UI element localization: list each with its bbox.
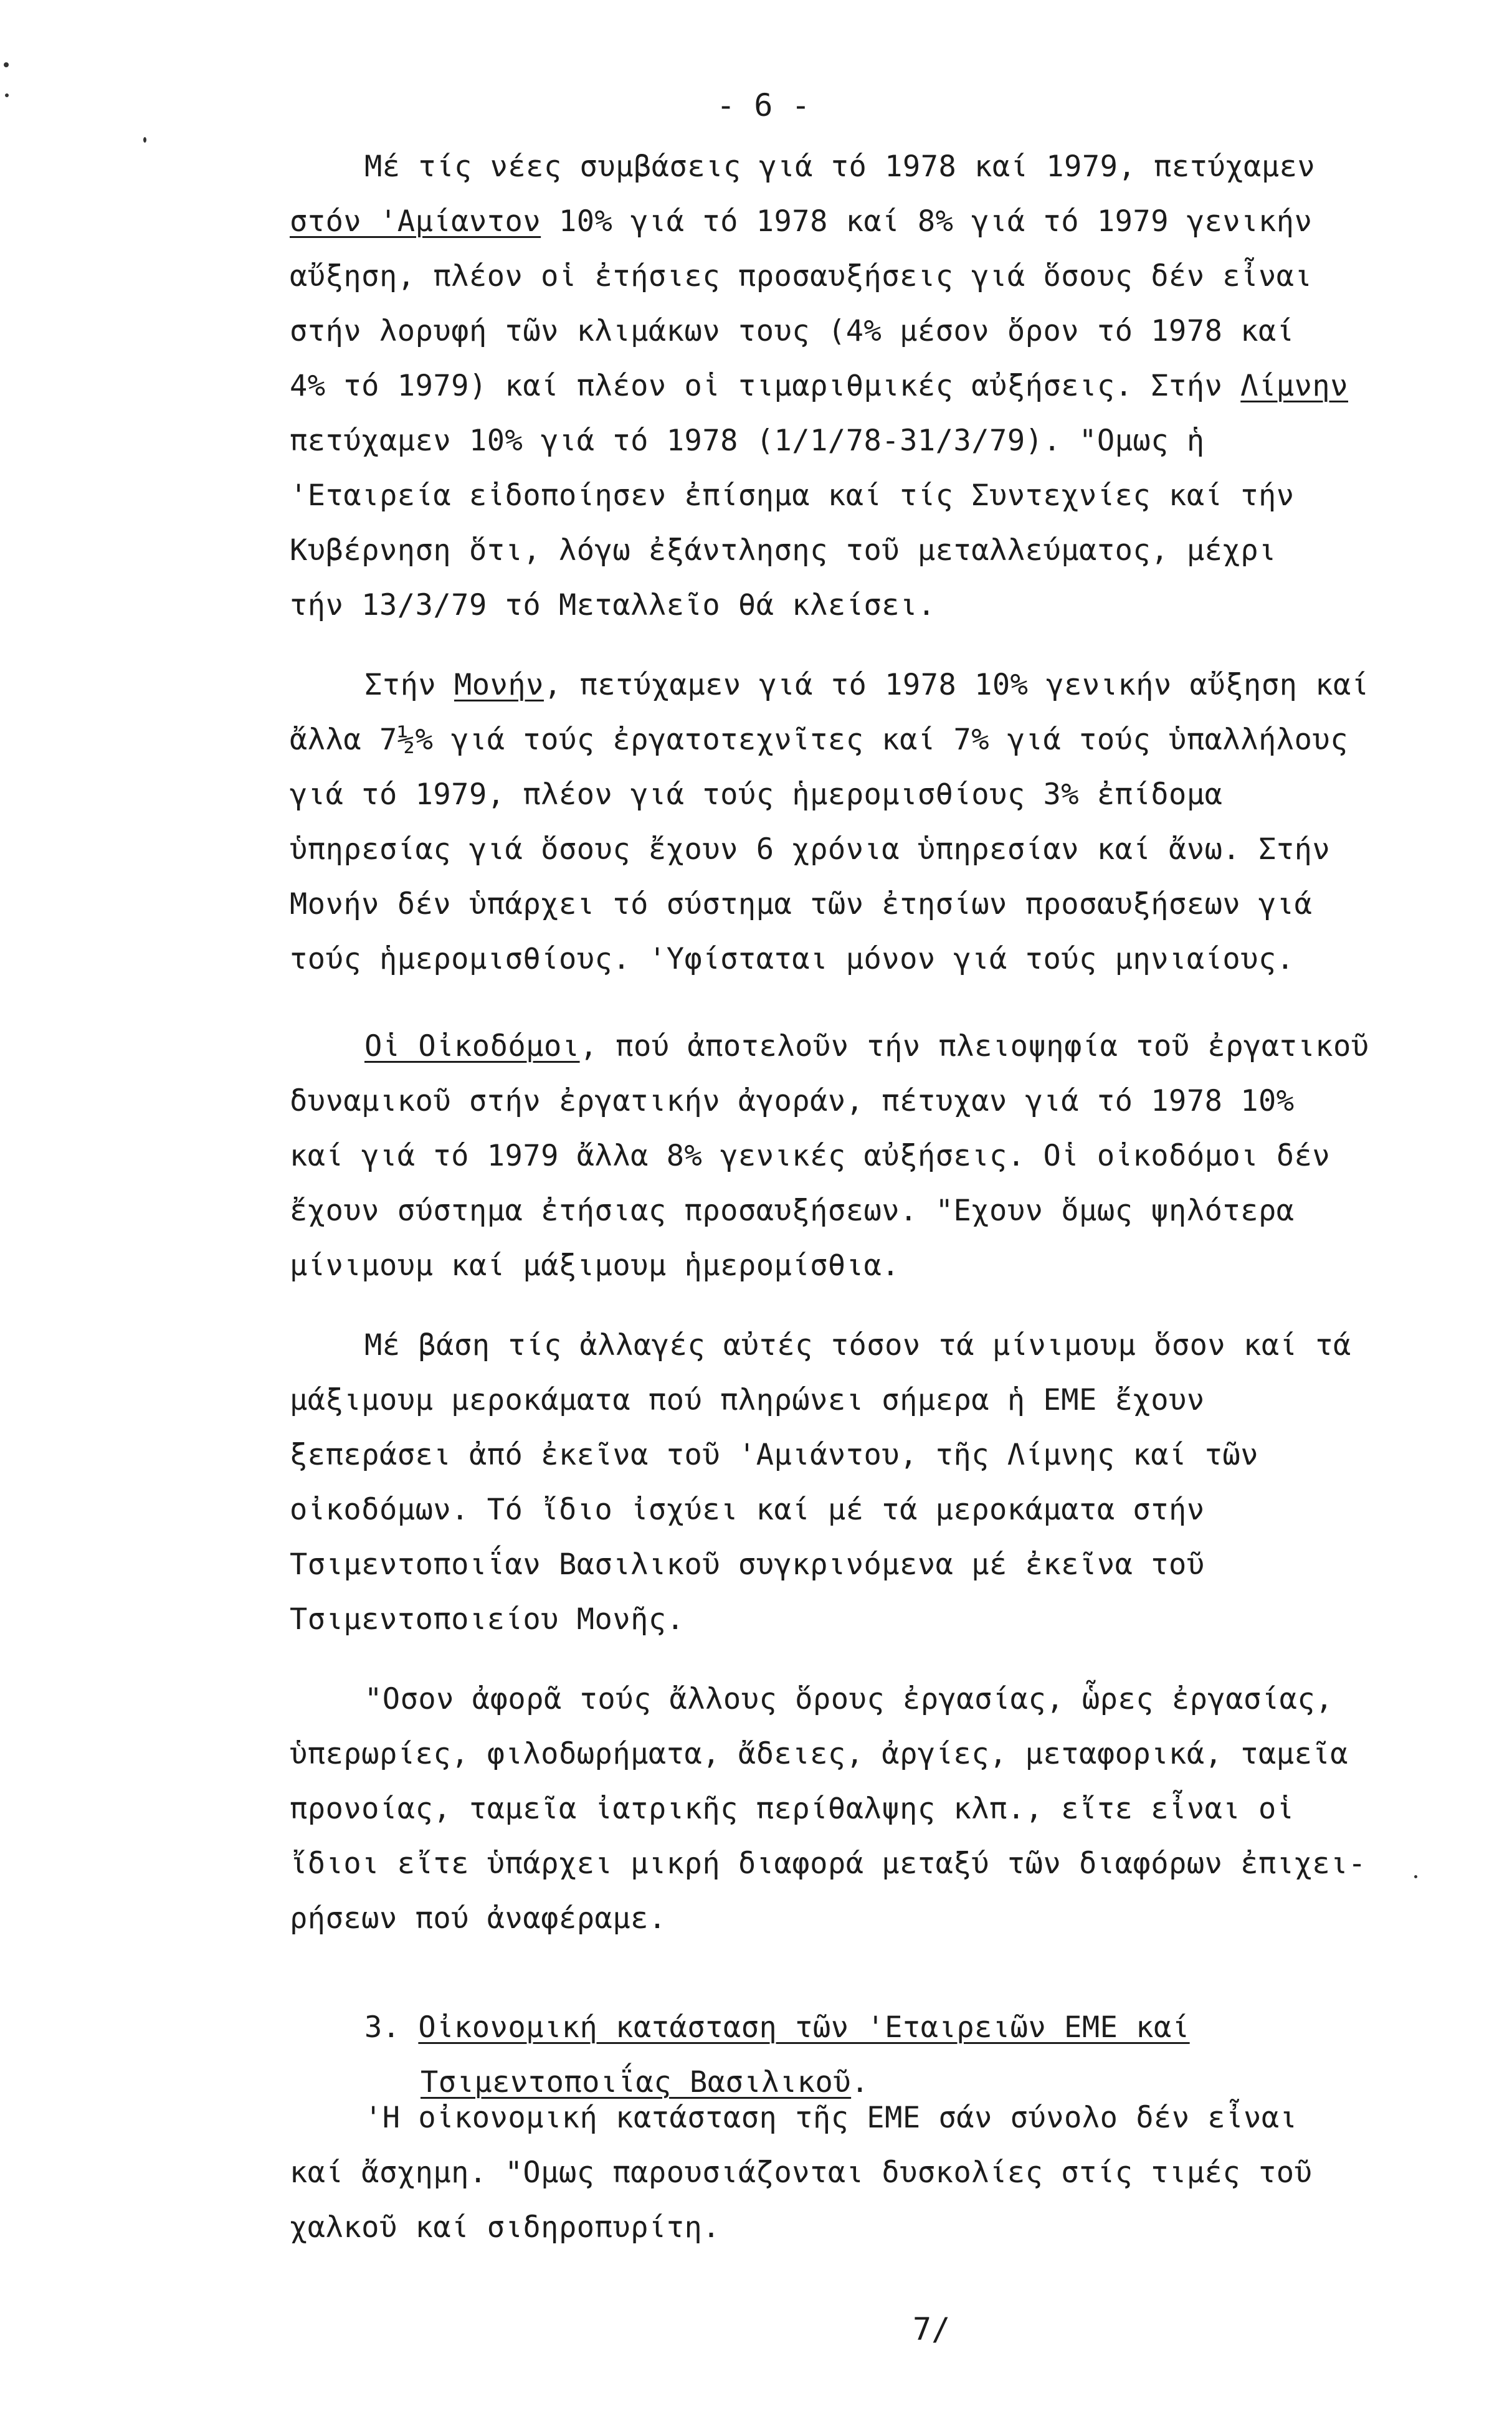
text-line: [364, 2099, 1297, 2137]
text-line: [290, 886, 1312, 923]
text-line: [364, 667, 1369, 704]
line-text: Στήν: [364, 668, 454, 702]
line-text: 10% γιά τό 1978 καί 8% γιά τό 1979 γενικήν: [541, 204, 1313, 239]
line-text: δυναμικοῦ στήν ἐργατικήν ἀγοράν, πέτυχαν γιά τό 1978 10%: [290, 1084, 1295, 1118]
line-text: Μέ τίς νέες συμβάσεις γιά τό 1978 καί 1979, πετύχαμεν: [364, 150, 1316, 184]
text-line: [364, 148, 1315, 186]
text-line: [290, 1437, 1258, 1474]
text-line: [364, 1028, 1369, 1065]
text-line: [290, 1192, 1295, 1230]
line-text: χαλκοῦ καί σιδηροπυρίτη.: [290, 2210, 721, 2245]
underlined-text: στόν 'Αμίαντον: [290, 204, 541, 239]
scan-speck: [1414, 1875, 1417, 1878]
text-line: [290, 422, 1205, 460]
text-line: [290, 258, 1312, 295]
text-line: [290, 2209, 720, 2246]
line-text: , πού ἀποτελοῦν τήν πλειοψηφία τοῦ ἐργατικοῦ: [579, 1029, 1369, 1063]
text-line: [421, 2064, 869, 2101]
line-text: Μέ βάση τίς ἀλλαγές αὐτές τόσον τά μίνιμουμ ὅσον καί τά: [364, 1328, 1351, 1362]
underlined-text: Τσιμεντοποιΐας Βασιλικοῦ: [421, 2065, 852, 2099]
line-text: καί γιά τό 1979 ἄλλα 8% γενικές αὐξήσεις. Οἱ οἰκοδόμοι δέν: [290, 1139, 1331, 1173]
line-text: πετύχαμεν 10% γιά τό 1978 (1/1/78-31/3/79). "Ομως ἡ: [290, 424, 1205, 458]
line-text: Τσιμεντοποιείου Μονῆς.: [290, 1602, 685, 1637]
text-line: [290, 831, 1330, 868]
line-text: ρήσεων πού ἀναφέραμε.: [290, 1901, 667, 1936]
line-text: ἔχουν σύστημα ἐτήσιας προσαυξήσεων. "Εχουν ὅμως ψηλότερα: [290, 1194, 1295, 1228]
text-line: [290, 1247, 900, 1285]
scan-speck: [5, 93, 9, 97]
text-line: [364, 1327, 1351, 1364]
text-line: [290, 1790, 1295, 1828]
line-text: μάξιμουμ μεροκάματα πού πληρώνει σήμερα ἡ ΕΜΕ ἔχουν: [290, 1383, 1205, 1417]
text-line: [290, 2154, 1312, 2192]
line-text: ἄλλα 7½% γιά τούς ἐργατοτεχνῖτες καί 7% γιά τούς ὑπαλλήλους: [290, 723, 1348, 757]
text-line: [290, 313, 1295, 350]
text-line: [290, 587, 936, 624]
line-text: .: [851, 2065, 869, 2099]
text-line: [364, 2009, 1190, 2046]
text-line: [364, 1681, 1333, 1718]
line-text: τήν 13/3/79 τό Μεταλλεῖο θά κλείσει.: [290, 588, 936, 622]
text-line: [290, 1546, 1205, 1584]
text-line: [290, 1601, 685, 1638]
line-text: 4% τό 1979) καί πλέον οἱ τιμαριθμικές αὐξήσεις. Στήν: [290, 369, 1241, 403]
scan-speck: [143, 137, 146, 143]
scan-speck: [4, 62, 9, 67]
line-text: Μονήν δέν ὑπάρχει τό σύστημα τῶν ἐτησίων προσαυξήσεων γιά: [290, 887, 1313, 921]
line-text: καί ἄσχημη. "Ομως παρουσιάζονται δυσκολίες στίς τιμές τοῦ: [290, 2155, 1313, 2190]
underlined-text: Μονήν: [454, 668, 544, 702]
line-text: μίνιμουμ καί μάξιμουμ ἡμερομίσθια.: [290, 1248, 900, 1283]
line-text: ξεπεράσει ἀπό ἐκεῖνα τοῦ 'Αμιάντου, τῆς Λίμνης καί τῶν: [290, 1438, 1259, 1472]
line-text: Τσιμεντοποιΐαν Βασιλικοῦ συγκρινόμενα μέ ἐκεῖνα τοῦ: [290, 1547, 1205, 1582]
line-text: Κυβέρνηση ὅτι, λόγω ἐξάντλησης τοῦ μεταλλεύματος, μέχρι: [290, 533, 1277, 568]
line-text: ὑπερωρίες, φιλοδωρήματα, ἄδειες, ἀργίες, μεταφορικά, ταμεῖα: [290, 1737, 1348, 1771]
line-text: 'Εταιρεία εἰδοποίησεν ἐπίσημα καί τίς Συντεχνίες καί τήν: [290, 478, 1295, 513]
line-text: τούς ἡμερομισθίους. 'Υφίσταται μόνον γιά τούς μηνιαίους.: [290, 942, 1295, 976]
page-number: - 6 -: [716, 87, 811, 123]
text-line: [290, 721, 1348, 759]
line-text: οἰκοδόμων. Τό ἴδιο ἰσχύει καί μέ τά μεροκάματα στήν: [290, 1493, 1205, 1527]
line-text: στήν λορυφή τῶν κλιμάκων τους (4% μέσον ὅρον τό 1978 καί: [290, 314, 1295, 348]
line-text: 'Η οἰκονομική κατάσταση τῆς ΕΜΕ σάν σύνολο δέν εἶναι: [364, 2101, 1298, 2135]
underlined-text: Οἱ Οἰκοδόμοι: [364, 1029, 580, 1063]
text-line: [290, 477, 1295, 515]
text-line: [290, 1736, 1348, 1773]
continuation-mark: 7/: [913, 2311, 951, 2347]
text-line: [290, 368, 1348, 405]
line-text: 3.: [364, 2010, 419, 2045]
text-line: [290, 1900, 667, 1937]
line-text: , πετύχαμεν γιά τό 1978 10% γενικήν αὔξηση καί: [543, 668, 1369, 702]
line-text: προνοίας, ταμεῖα ἰατρικῆς περίθαλψης κλπ., εἴτε εἶναι οἱ: [290, 1792, 1295, 1826]
text-line: [290, 203, 1312, 240]
text-line: [290, 941, 1295, 978]
line-text: γιά τό 1979, πλέον γιά τούς ἡμερομισθίους 3% ἐπίδομα: [290, 777, 1223, 812]
text-line: [290, 1491, 1205, 1529]
text-line: [290, 1138, 1330, 1175]
text-line: [290, 1083, 1295, 1120]
underlined-text: Οἰκονομική κατάσταση τῶν 'Εταιρειῶν ΕΜΕ καί: [418, 2010, 1190, 2045]
underlined-text: Λίμνην: [1240, 369, 1348, 403]
line-text: ὑπηρεσίας γιά ὅσους ἔχουν 6 χρόνια ὑπηρεσίαν καί ἄνω. Στήν: [290, 832, 1331, 867]
text-line: [290, 532, 1277, 569]
line-text: αὔξηση, πλέον οἱ ἐτήσιες προσαυξήσεις γιά ὅσους δέν εἶναι: [290, 259, 1313, 293]
line-text: "Οσον ἀφορᾶ τούς ἄλλους ὅρους ἐργασίας, ὧρες ἐργασίας,: [364, 1682, 1334, 1716]
line-text: ἴδιοι εἴτε ὑπάρχει μικρή διαφορά μεταξύ τῶν διαφόρων ἐπιχει-: [290, 1846, 1366, 1881]
text-line: [290, 776, 1222, 814]
text-line: [290, 1382, 1205, 1419]
text-line: [290, 1845, 1366, 1883]
